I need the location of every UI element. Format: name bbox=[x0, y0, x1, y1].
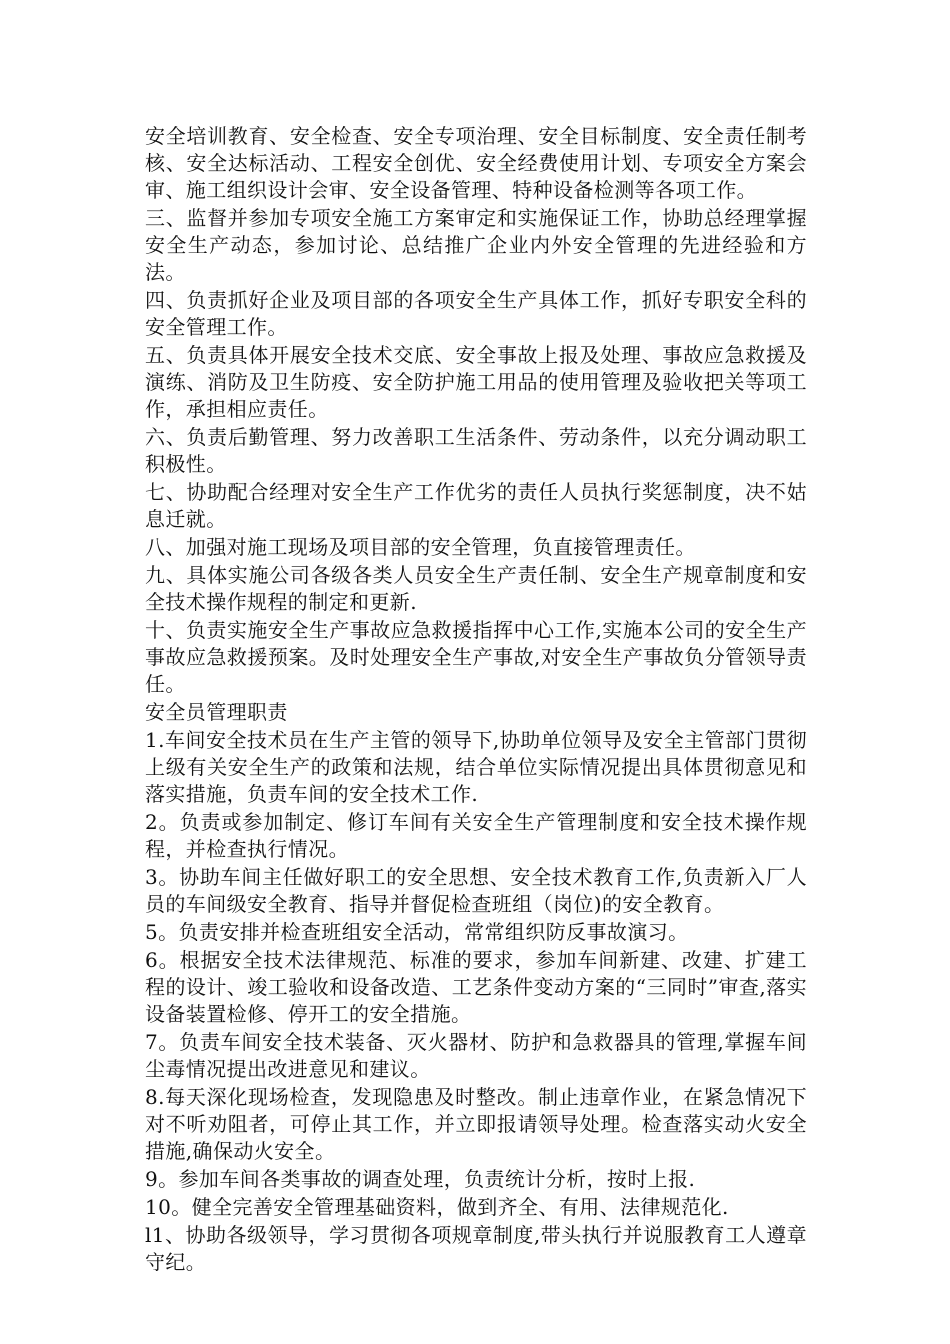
duty-item-5: 5。负责安排并检查班组安全活动，常常组织防反事故演习。 bbox=[145, 920, 689, 944]
paragraph-item-8: 八、加强对施工现场及项目部的安全管理，负直接管理责任。 bbox=[145, 535, 696, 559]
duty-item-6: 6。根据安全技术法律规范、标准的要求，参加车间新建、改建、扩建工程的设计、竣工验收和设备改造、工艺条件变动方案的“三同时”审查,落实设备装置检修、停开工的安全措施。 bbox=[145, 948, 807, 1026]
duty-item-3: 3。协助车间主任做好职工的安全思想、安全技术教育工作,负责新入厂人员的车间级安全教育、指导并督促检查班组（岗位)的安全教育。 bbox=[145, 865, 807, 916]
duty-item-1: 1.车间安全技术员在生产主管的领导下,协助单位领导及安全主管部门贯彻上级有关安全生产的政策和法规，结合单位实际情况提出具体贯彻意见和落实措施，负责车间的安全技术工作. bbox=[145, 728, 807, 806]
duty-item-10: 10。健全完善安全管理基础资料，做到齐全、有用、法律规范化. bbox=[145, 1195, 729, 1219]
duty-item-8: 8.每天深化现场检查，发现隐患及时整改。制止违章作业，在紧急情况下对不听劝阻者，可停止其工作，并立即报请领导处理。检查落实动火安全措施,确保动火安全。 bbox=[145, 1085, 807, 1163]
paragraph-item-3: 三、监督并参加专项安全施工方案审定和实施保证工作，协助总经理掌握安全生产动态，参加讨论、总结推广企业内外安全管理的先进经验和方法。 bbox=[145, 206, 807, 284]
duty-item-7: 7。负责车间安全技术装备、灭火器材、防护和急救器具的管理,掌握车间尘毒情况提出改进意见和建议。 bbox=[145, 1030, 807, 1081]
paragraph-item-4: 四、负责抓好企业及项目部的各项安全生产具体工作，抓好专职安全科的安全管理工作。 bbox=[145, 288, 807, 339]
paragraph-item-5: 五、负责具体开展安全技术交底、安全事故上报及处理、事故应急救援及演练、消防及卫生防疫、安全防护施工用品的使用管理及验收把关等项工作，承担相应责任。 bbox=[145, 343, 807, 421]
duty-item-11: l1、协助各级领导，学习贯彻各项规章制度,带头执行并说服教育工人遵章守纪。 bbox=[145, 1223, 807, 1274]
document-body bbox=[145, 123, 807, 1277]
duty-item-2: 2。负责或参加制定、修订车间有关安全生产管理制度和安全技术操作规程，并检查执行情况。 bbox=[145, 810, 807, 861]
paragraph-item-10: 十、负责实施安全生产事故应急救援指挥中心工作,实施本公司的安全生产事故应急救援预案。及时处理安全生产事故,对安全生产事故负分管领导责任。 bbox=[145, 618, 807, 696]
section-heading: 安全员管理职责 bbox=[145, 700, 288, 724]
paragraph-intro-continued: 安全培训教育、安全检查、安全专项治理、安全目标制度、安全责任制考核、安全达标活动、工程安全创优、安全经费使用计划、专项安全方案会审、施工组织设计会审、安全设备管理、特种设备检测等各项工作。 bbox=[145, 124, 807, 202]
paragraph-item-7: 七、协助配合经理对安全生产工作优劣的责任人员执行奖惩制度，决不姑息迁就。 bbox=[145, 480, 807, 531]
paragraph-item-6: 六、负责后勤管理、努力改善职工生活条件、劳动条件，以充分调动职工积极性。 bbox=[145, 425, 807, 476]
duty-item-9: 9。参加车间各类事故的调查处理，负责统计分析，按时上报. bbox=[145, 1167, 696, 1191]
paragraph-item-9: 九、具体实施公司各级各类人员安全生产责任制、安全生产规章制度和安全技术操作规程的制定和更新. bbox=[145, 563, 807, 614]
